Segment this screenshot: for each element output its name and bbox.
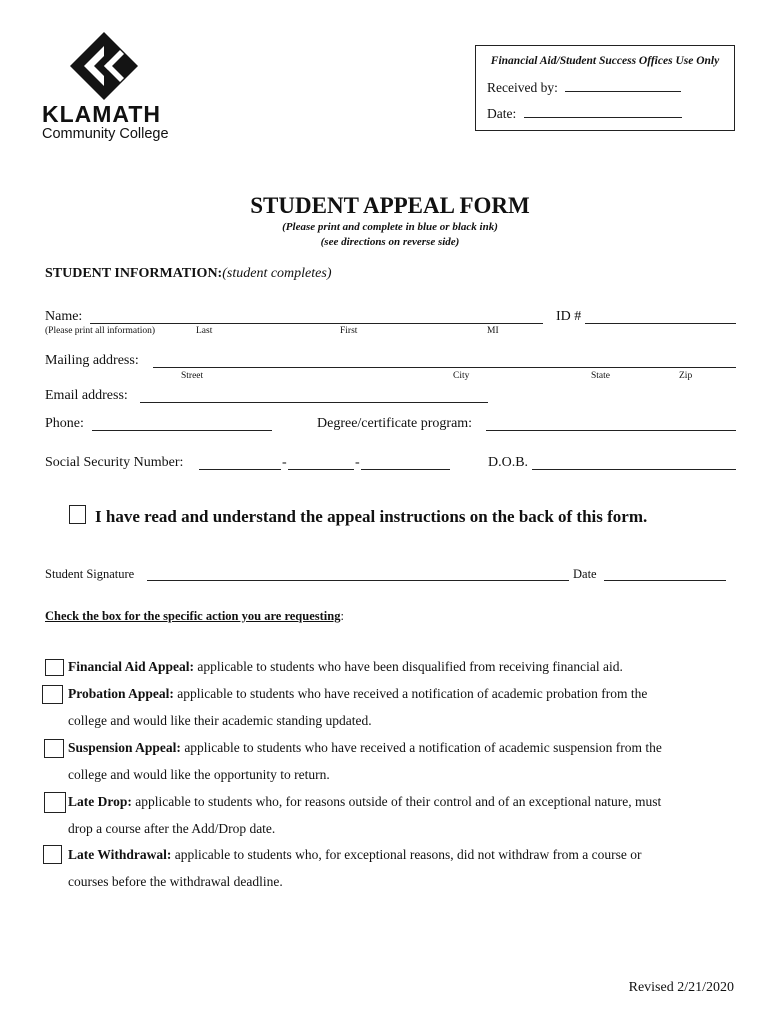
financial-aid-appeal-option <box>68 659 623 675</box>
suspension-appeal-line2: college and would like the opportunity to return. <box>68 767 330 782</box>
ssn-field-3[interactable] <box>361 469 450 470</box>
student-info-heading <box>45 266 331 282</box>
id-label: ID # <box>556 309 582 324</box>
office-use-title: Financial Aid/Student Success Offices Use Only <box>490 55 720 67</box>
option-title: Financial Aid Appeal: <box>68 659 195 674</box>
form-subtitle-ink: (Please print and complete in blue or black ink) <box>282 221 498 233</box>
addr-street-hint: Street <box>181 371 204 381</box>
actions-heading-suffix: : <box>340 609 344 623</box>
phone-field[interactable] <box>92 430 272 431</box>
signature-field[interactable] <box>147 580 569 581</box>
name-field[interactable] <box>90 323 543 324</box>
student-info-label: STUDENT INFORMATION: <box>45 266 223 281</box>
form-title: STUDENT APPEAL FORM <box>250 193 530 218</box>
dob-label: D.O.B. <box>488 455 529 470</box>
degree-label: Degree/certificate program: <box>317 416 473 431</box>
student-info-note: (student completes) <box>222 266 332 281</box>
revised-date: Revised 2/21/2020 <box>628 980 734 995</box>
name-last-hint: Last <box>196 326 213 336</box>
office-date-row <box>487 104 682 122</box>
late-drop-line2: drop a course after the Add/Drop date. <box>68 821 276 836</box>
name-mi-hint: MI <box>487 326 499 336</box>
option-line1: applicable to students who have received a notification of academic probation from the <box>173 686 648 701</box>
dob-field[interactable] <box>532 469 736 470</box>
late-drop-option <box>68 794 661 810</box>
late-withdrawal-option <box>68 847 642 863</box>
late-withdrawal-checkbox[interactable] <box>43 845 62 864</box>
office-date-field[interactable] <box>524 104 682 118</box>
phone-label: Phone: <box>45 416 84 431</box>
probation-appeal-line2: college and would like their academic standing updated. <box>68 713 372 728</box>
received-by-row <box>487 78 681 96</box>
option-line1: applicable to students who have received a notification of academic suspension from the <box>180 740 662 755</box>
degree-field[interactable] <box>486 430 736 431</box>
logo-subtitle: Community College <box>42 126 169 142</box>
signature-date-label: Date <box>573 567 597 581</box>
ssn-field-1[interactable] <box>199 469 281 470</box>
option-title: Late Drop: <box>68 794 132 809</box>
name-first-hint: First <box>340 326 358 336</box>
form-subtitle-directions: (see directions on reverse side) <box>320 236 460 248</box>
name-hint: (Please print all information) <box>45 326 156 336</box>
addr-zip-hint: Zip <box>679 371 693 381</box>
logo-name: KLAMATH <box>42 101 161 127</box>
addr-state-hint: State <box>591 371 610 381</box>
signature-date-field[interactable] <box>604 580 726 581</box>
probation-appeal-option <box>68 686 647 702</box>
received-by-label: Received by: <box>487 80 558 95</box>
received-by-field[interactable] <box>565 78 681 92</box>
ssn-label: Social Security Number: <box>45 455 184 470</box>
mailing-label: Mailing address: <box>45 353 139 368</box>
suspension-appeal-checkbox[interactable] <box>44 739 64 758</box>
option-line1: applicable to students who have been disqualified from receiving financial aid. <box>194 659 623 674</box>
actions-heading-text: Check the box for the specific action you are requesting <box>45 609 341 623</box>
acknowledgement-checkbox[interactable] <box>69 505 86 524</box>
id-field[interactable] <box>585 323 736 324</box>
addr-city-hint: City <box>453 371 470 381</box>
email-field[interactable] <box>140 402 488 403</box>
option-title: Suspension Appeal: <box>68 740 181 755</box>
suspension-appeal-option <box>68 740 662 756</box>
option-title: Probation Appeal: <box>68 686 174 701</box>
probation-appeal-checkbox[interactable] <box>42 685 63 704</box>
ssn-separator-2: - <box>355 455 360 470</box>
late-drop-checkbox[interactable] <box>44 792 66 813</box>
mailing-field[interactable] <box>153 367 736 368</box>
option-line1: applicable to students who, for exceptional reasons, did not withdraw from a course or <box>171 847 642 862</box>
ssn-field-2[interactable] <box>288 469 354 470</box>
klamath-logo-icon <box>70 32 140 102</box>
acknowledgement-text: I have read and understand the appeal instructions on the back of this form. <box>95 507 648 526</box>
financial-aid-appeal-checkbox[interactable] <box>45 659 64 676</box>
late-withdrawal-line2: courses before the withdrawal deadline. <box>68 874 283 889</box>
office-use-box <box>475 45 735 131</box>
office-date-label: Date: <box>487 106 517 121</box>
name-label: Name: <box>45 309 83 324</box>
ssn-separator-1: - <box>282 455 287 470</box>
actions-heading <box>45 609 344 624</box>
email-label: Email address: <box>45 388 128 403</box>
option-line1: applicable to students who, for reasons outside of their control and of an exceptional nature, must <box>131 794 662 809</box>
signature-label: Student Signature <box>45 567 135 581</box>
option-title: Late Withdrawal: <box>68 847 172 862</box>
